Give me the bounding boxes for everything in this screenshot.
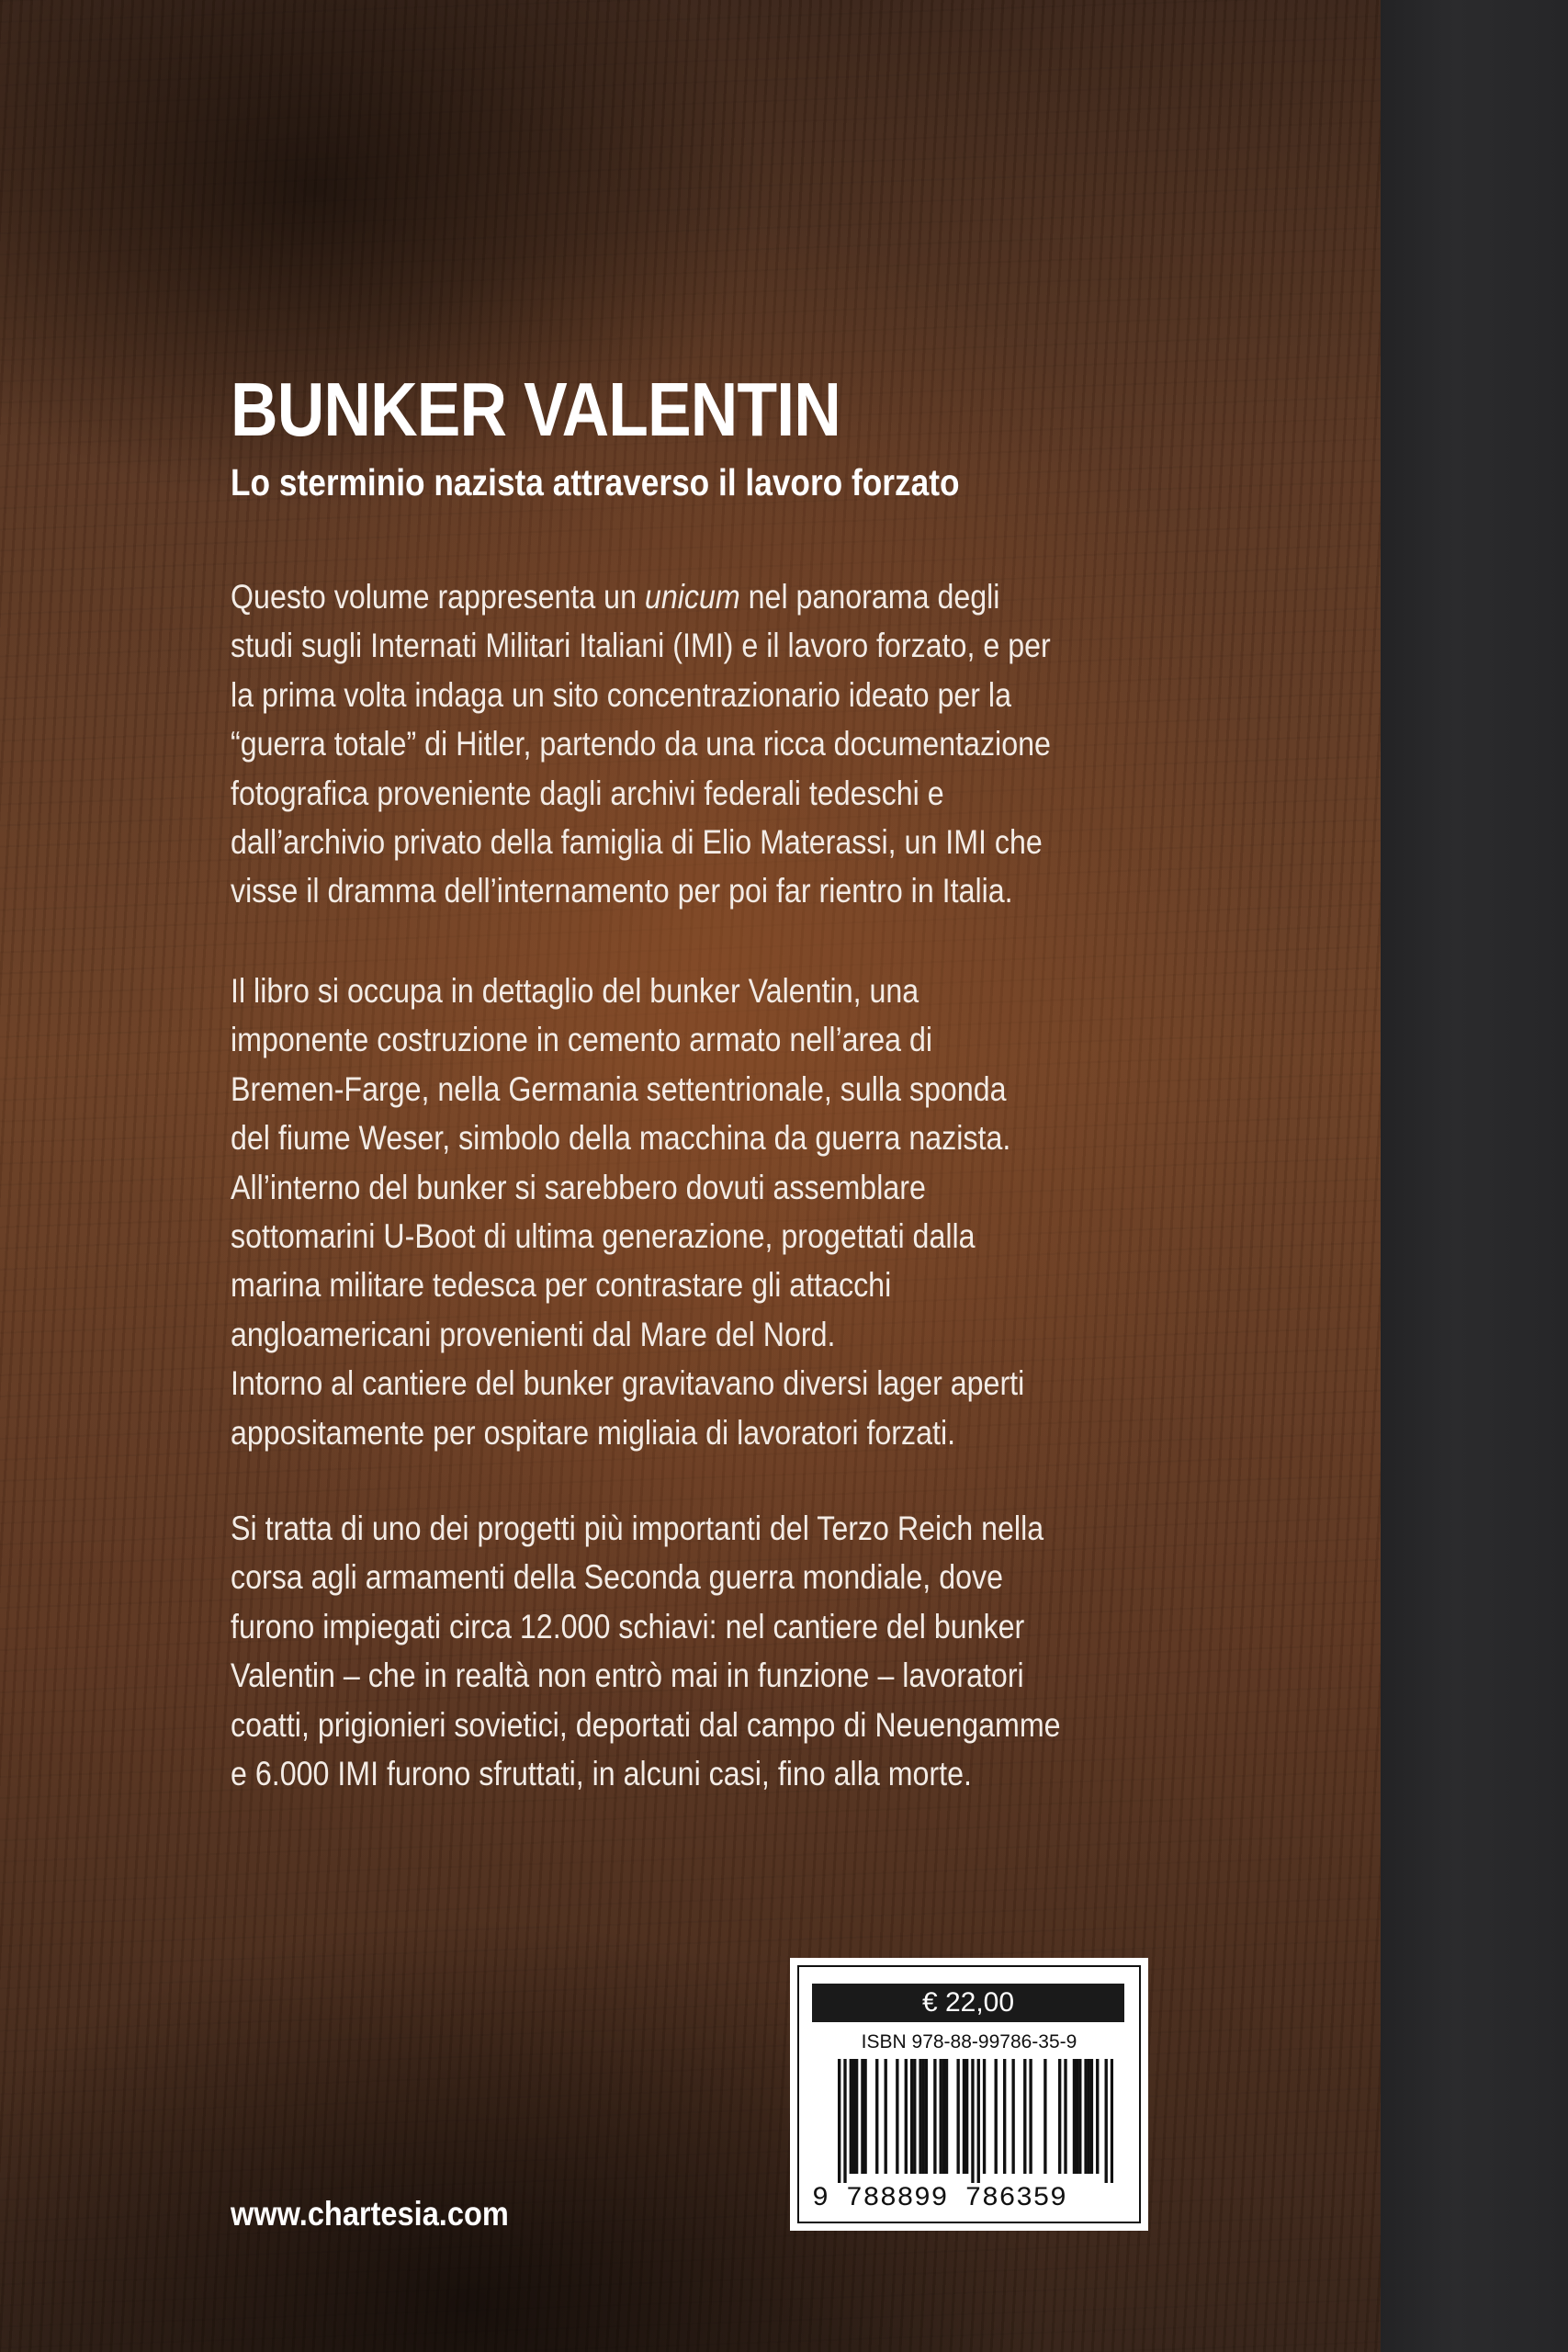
barcode-label (790, 1958, 1148, 2231)
blurb-paragraph-1 (231, 572, 1157, 916)
barcode-bar (1058, 2059, 1061, 2174)
blurb-line: del fiume Weser, simbolo della macchina da guerra nazista. (231, 1119, 1011, 1158)
barcode-bar (933, 2059, 936, 2174)
barcode-bars (838, 2059, 1113, 2183)
barcode-bar (861, 2059, 863, 2174)
barcode-bar (875, 2059, 878, 2174)
barcode-bar (1105, 2059, 1108, 2183)
blurb-paragraph-3 (231, 1504, 1157, 1798)
barcode-bar (925, 2059, 928, 2174)
blurb-line: sottomarini U-Boot di ultima generazione, progettati dalla (231, 1217, 976, 1256)
publisher-website: www.chartesia.com (231, 2195, 509, 2233)
barcode-bar (838, 2059, 840, 2183)
barcode-bar (1043, 2059, 1046, 2174)
barcode-bar (977, 2059, 980, 2183)
blurb-line: la prima volta indaga un sito concentrazionario ideato per la (231, 675, 1011, 714)
barcode-bar (885, 2059, 887, 2174)
blurb-paragraph-2 (231, 967, 1157, 1457)
barcode-bar (922, 2059, 925, 2174)
price-badge: € 22,00 (812, 1984, 1124, 2022)
book-subtitle: Lo sterminio nazista attraverso il lavoro forzato (231, 461, 960, 503)
blurb-line: visse il dramma dell’internamento per poi far rientro in Italia. (231, 872, 1013, 910)
barcode-bar (995, 2059, 998, 2174)
barcode-bar (965, 2059, 968, 2174)
barcode-bar (896, 2059, 898, 2174)
blurb-line: appositamente per ospitare migliaia di lavoratori forzati. (231, 1413, 956, 1452)
barcode-bar (855, 2059, 858, 2174)
blurb-line: Intorno al cantiere del bunker gravitavano diversi lager aperti (231, 1364, 1025, 1403)
barcode-bar (852, 2059, 855, 2174)
barcode-bar (942, 2059, 945, 2174)
blurb-line: angloamericani provenienti dal Mare del Nord. (231, 1315, 836, 1353)
barcode-bar (1003, 2059, 1006, 2174)
blurb-line: coatti, prigionieri sovietici, deportati dal campo di Neuengamme (231, 1705, 1061, 1744)
blurb-line: All’interno del bunker si sarebbero dovuti assemblare (231, 1168, 926, 1206)
barcode-digits: 9 788899 786359 (812, 2183, 1067, 2214)
barcode-bar (1078, 2059, 1081, 2174)
barcode-bar (1111, 2059, 1113, 2183)
barcode-bar (905, 2059, 908, 2174)
barcode-bar (940, 2059, 942, 2174)
book-title: BUNKER VALENTIN (231, 367, 840, 452)
barcode-bar (1076, 2059, 1078, 2174)
blurb-line: Bremen-Farge, nella Germania settentrionale, sulla sponda (231, 1069, 1007, 1108)
blurb-line: marina militare tedesca per contrastare gli attacchi (231, 1266, 892, 1305)
barcode-bar (863, 2059, 866, 2174)
blurb-line: furono impiegati circa 12.000 schiavi: nel cantiere del bunker (231, 1607, 1025, 1645)
barcode-bar (910, 2059, 913, 2174)
barcode-bar (963, 2059, 965, 2174)
barcode-bar (1084, 2059, 1087, 2174)
barcode-bar (956, 2059, 959, 2174)
barcode-bar (843, 2059, 846, 2183)
barcode-bar (850, 2059, 852, 2174)
blurb-line: Si tratta di uno dei progetti più importanti del Terzo Reich nella (231, 1510, 1044, 1547)
blurb-line: “guerra totale” di Hitler, partendo da una ricca documentazione (231, 725, 1051, 763)
isbn-text: ISBN 978-88-99786-35-9 (861, 2031, 1077, 2052)
blurb-line: Valentin – che in realtà non entrò mai in funzione – lavoratori (231, 1657, 1024, 1695)
barcode-bar (1096, 2059, 1099, 2174)
blurb-line: e 6.000 IMI furono sfruttati, in alcuni casi, fino alla morte. (231, 1755, 972, 1793)
blurb-line: imponente costruzione in cemento armato nell’area di (231, 1021, 933, 1059)
blurb-line: studi sugli Internati Militari Italiani (IMI) e il lavoro forzato, e per (231, 627, 1051, 665)
barcode-bar (983, 2059, 986, 2174)
barcode-bar (913, 2059, 916, 2174)
blurb-line: Il libro si occupa in dettaglio del bunker Valentin, una (231, 972, 919, 1010)
barcode-bar (1023, 2059, 1026, 2174)
barcode-bar (919, 2059, 921, 2174)
barcode-bar (945, 2059, 948, 2174)
barcode-bar (1064, 2059, 1066, 2174)
barcode-bar (1090, 2059, 1093, 2174)
blurb-line: corsa agli armamenti della Seconda guerra mondiale, dove (231, 1558, 1004, 1597)
blurb-line: fotografica proveniente dagli archivi federali tedeschi e (231, 774, 944, 812)
barcode-bar (1088, 2059, 1090, 2174)
barcode-bar (1029, 2059, 1032, 2174)
blurb-line: dall’archivio privato della famiglia di Elio Materassi, un IMI che (231, 823, 1043, 862)
barcode-bar (1011, 2059, 1014, 2174)
barcode-bar (971, 2059, 974, 2183)
barcode-bar (1073, 2059, 1076, 2174)
blurb-line: Questo volume rappresenta un unicum nel panorama degli (231, 578, 1000, 616)
book-spine (1381, 0, 1568, 2352)
